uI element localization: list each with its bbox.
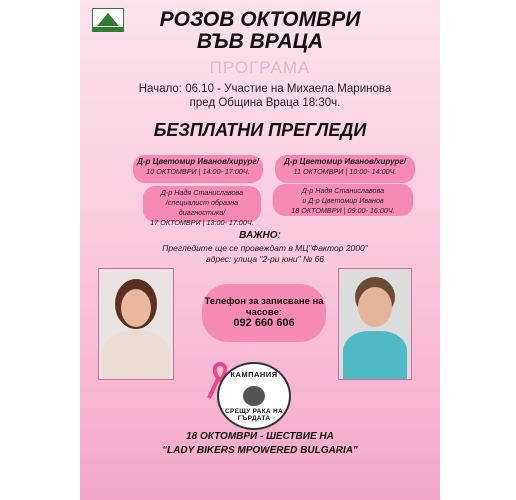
start-line-2: пред Община Враца 18:30ч.	[189, 97, 341, 109]
exam-doctor: Д-р Цветомир Иванов/хирург/	[284, 157, 406, 166]
phone-label-2: часове:	[245, 307, 283, 318]
march-line-1: 18 ОКТОМВРИ - ШЕСТВИЕ НА	[186, 431, 334, 442]
phone-label-1: Телефон за записване на	[204, 296, 324, 307]
march-info	[80, 430, 440, 458]
free-exams-heading: БЕЗПЛАТНИ ПРЕГЛЕДИ	[153, 120, 367, 140]
exam-specialty: /специалист образна диагностика/	[165, 198, 239, 217]
start-line-1: Начало: 06.10 - Участие на Михаела Маринова	[138, 83, 392, 95]
doctor-photo-female	[98, 268, 174, 380]
exam-time: 11 ОКТОМВРИ | 10:00- 14:00Ч.	[293, 167, 397, 176]
doctor-photo-male	[338, 268, 412, 380]
important-label: ВАЖНО:	[239, 230, 281, 241]
title-line-1: РОЗОВ ОКТОМВРИ	[159, 8, 361, 31]
title-line-2: ВЪВ ВРАЦА	[196, 30, 324, 53]
exam-pill	[275, 155, 415, 183]
program-heading: ПРОГРАМА	[209, 58, 311, 77]
exam-doctor: Д-р Надя Станиславова	[301, 186, 385, 195]
exam-pill	[133, 155, 263, 183]
exam-doctor: Д-р Цветомир Иванов/хирург/	[137, 157, 259, 166]
exam-time: 10 ОКТОМВРИ | 14:00- 17:00Ч.	[146, 167, 250, 176]
venue-info	[120, 243, 410, 265]
exam-time: 17 ОКТОМВРИ | 13:00- 17:00Ч.	[150, 218, 254, 227]
phone-number: 092 660 606	[233, 317, 295, 329]
badge-top-text: КАМПАНИЯ	[230, 370, 278, 379]
poster	[80, 0, 440, 500]
start-info	[120, 82, 410, 110]
exam-pill	[143, 186, 261, 227]
campaign-badge	[217, 362, 291, 430]
march-line-2: "LADY BIKERS MPOWERED BULGARIA"	[162, 445, 358, 456]
venue-line-2: адрес: улица "2-ри юни" № 66	[205, 254, 325, 264]
exam-doctor: Д-р Надя Станиславова	[160, 188, 244, 197]
phone-bubble	[202, 284, 326, 342]
venue-line-1: Прегледите ще се провеждат в МЦ"Фактор 2000"	[162, 243, 368, 253]
motorcycle-icon	[243, 386, 265, 406]
exam-pill	[273, 184, 413, 216]
exam-specialty: и Д-р Цветомир Иванов	[302, 196, 384, 205]
badge-bottom-text: СРЕЩУ РАКА НА ГЪРДАТА	[224, 408, 284, 422]
exam-time: 18 ОКТОМВРИ | 09:00- 16:00Ч.	[291, 206, 395, 215]
